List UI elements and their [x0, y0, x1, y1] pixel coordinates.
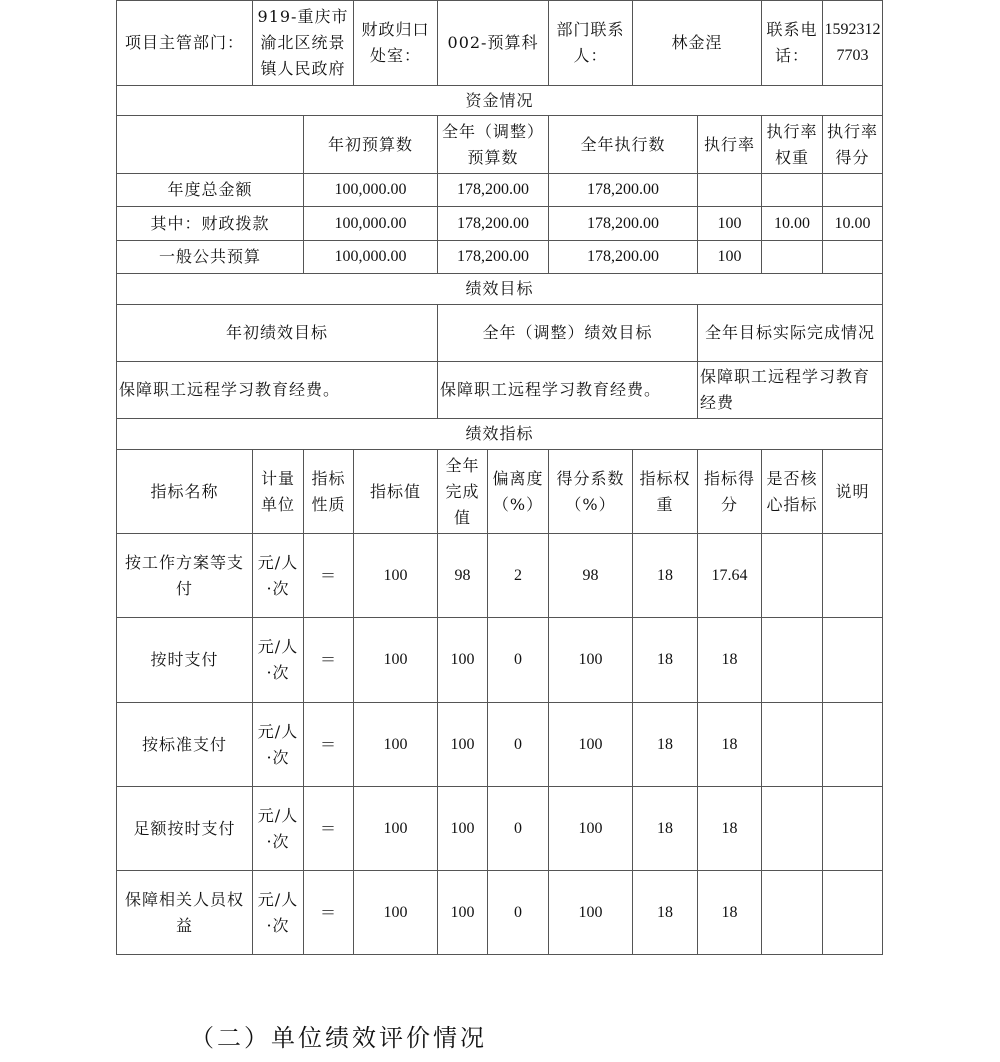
indicator-cell: 100: [353, 870, 438, 955]
funds-column-header: 全年（调整）预算数: [437, 115, 549, 174]
office-label: 财政归口处室：: [353, 0, 438, 86]
indicator-cell: 100: [548, 617, 633, 703]
indicator-cell: 100: [353, 702, 438, 787]
indicator-cell: 18: [632, 702, 698, 787]
indicator-cell: 元/人·次: [252, 870, 304, 955]
indicator-cell: 18: [632, 617, 698, 703]
funds-cell: 178,200.00: [437, 206, 549, 241]
funds-cell: 178,200.00: [437, 173, 549, 207]
dept-label: 项目主管部门：: [116, 0, 253, 86]
funds-cell: [822, 240, 883, 274]
indicator-cell: 18: [632, 786, 698, 871]
indicator-cell: 元/人·次: [252, 786, 304, 871]
indicator-cell: [822, 870, 883, 955]
indicator-cell: 100: [353, 617, 438, 703]
goals-column-header: 全年（调整）绩效目标: [437, 304, 698, 362]
indicator-cell: [761, 617, 823, 703]
funds-column-header: 执行率得分: [822, 115, 883, 174]
indicator-cell: 17.64: [697, 533, 762, 618]
funds-cell: [761, 240, 823, 274]
dept-value: 919-重庆市渝北区统景镇人民政府: [252, 0, 354, 86]
funds-cell: 100,000.00: [303, 240, 438, 274]
goal-value: 保障职工远程学习教育经费。: [437, 361, 698, 419]
funds-cell: [822, 173, 883, 207]
indicator-cell: 100: [548, 702, 633, 787]
goals-column-header: 年初绩效目标: [116, 304, 438, 362]
goal-value: 保障职工远程学习教育经费。: [116, 361, 438, 419]
indicator-column-header: 指标值: [353, 449, 438, 534]
indicator-cell: 100: [437, 786, 488, 871]
indicator-cell: ＝: [303, 702, 354, 787]
indicator-cell: ＝: [303, 533, 354, 618]
indicator-cell: 18: [697, 786, 762, 871]
funds-cell: 10.00: [822, 206, 883, 241]
contact-value: 林金涅: [632, 0, 762, 86]
indicator-cell: 100: [437, 870, 488, 955]
indicator-column-header: 说明: [822, 449, 883, 534]
indicator-cell: 100: [353, 786, 438, 871]
indicator-cell: 100: [548, 870, 633, 955]
indicator-cell: ＝: [303, 786, 354, 871]
funds-cell: 178,200.00: [437, 240, 549, 274]
funds-cell: 100,000.00: [303, 206, 438, 241]
indicator-column-header: 偏离度（%）: [487, 449, 549, 534]
indicator-cell: 18: [697, 702, 762, 787]
indicator-column-header: 是否核心指标: [761, 449, 823, 534]
indicators-section-title: 绩效指标: [116, 418, 883, 450]
indicator-name: 按时支付: [116, 617, 253, 703]
funds-column-header: 执行率: [697, 115, 762, 174]
phone-value: 15923127703: [822, 0, 883, 86]
indicator-cell: [822, 533, 883, 618]
funds-section-title: 资金情况: [116, 85, 883, 116]
funds-column-header: 年初预算数: [303, 115, 438, 174]
indicator-cell: 100: [437, 702, 488, 787]
funds-cell: 178,200.00: [548, 206, 698, 241]
funds-column-header: 执行率权重: [761, 115, 823, 174]
funds-cell: 100,000.00: [303, 173, 438, 207]
indicator-cell: 18: [697, 617, 762, 703]
indicator-cell: 0: [487, 702, 549, 787]
office-value: 002-预算科: [437, 0, 549, 86]
indicator-name: 按标准支付: [116, 702, 253, 787]
indicator-cell: 0: [487, 870, 549, 955]
funds-column-header: [116, 115, 304, 174]
indicator-cell: 18: [697, 870, 762, 955]
indicator-name: 保障相关人员权益: [116, 870, 253, 955]
indicator-cell: 元/人·次: [252, 533, 304, 618]
goals-column-header: 全年目标实际完成情况: [697, 304, 883, 362]
funds-row-label: 其中：财政拨款: [116, 206, 304, 241]
indicator-cell: 元/人·次: [252, 617, 304, 703]
indicator-column-header: 指标得分: [697, 449, 762, 534]
indicator-cell: 元/人·次: [252, 702, 304, 787]
funds-cell: [761, 173, 823, 207]
funds-cell: 100: [697, 240, 762, 274]
indicator-cell: 100: [548, 786, 633, 871]
indicator-cell: 0: [487, 786, 549, 871]
goal-value: 保障职工远程学习教育经费: [697, 361, 883, 419]
indicator-column-header: 全年完成值: [437, 449, 488, 534]
indicator-cell: [761, 786, 823, 871]
indicator-cell: [822, 702, 883, 787]
indicator-column-header: 计量单位: [252, 449, 304, 534]
indicator-cell: [761, 870, 823, 955]
indicator-cell: [761, 533, 823, 618]
indicator-cell: 100: [437, 617, 488, 703]
indicator-name: 足额按时支付: [116, 786, 253, 871]
indicator-cell: 0: [487, 617, 549, 703]
indicator-cell: [822, 617, 883, 703]
funds-cell: [697, 173, 762, 207]
goals-section-title: 绩效目标: [116, 273, 883, 305]
indicator-cell: 98: [548, 533, 633, 618]
indicator-column-header: 指标名称: [116, 449, 253, 534]
indicator-cell: [761, 702, 823, 787]
indicator-cell: ＝: [303, 870, 354, 955]
indicator-cell: 18: [632, 870, 698, 955]
contact-label: 部门联系人：: [548, 0, 633, 86]
funds-row-label: 年度总金额: [116, 173, 304, 207]
indicator-cell: ＝: [303, 617, 354, 703]
funds-cell: 178,200.00: [548, 173, 698, 207]
indicator-column-header: 得分系数（%）: [548, 449, 633, 534]
indicator-cell: 2: [487, 533, 549, 618]
funds-cell: 100: [697, 206, 762, 241]
indicator-cell: 100: [353, 533, 438, 618]
funds-cell: 10.00: [761, 206, 823, 241]
indicator-cell: 98: [437, 533, 488, 618]
indicator-cell: [822, 786, 883, 871]
funds-column-header: 全年执行数: [548, 115, 698, 174]
indicator-column-header: 指标性质: [303, 449, 354, 534]
funds-cell: 178,200.00: [548, 240, 698, 274]
indicator-cell: 18: [632, 533, 698, 618]
indicator-name: 按工作方案等支付: [116, 533, 253, 618]
section-heading: （二）单位绩效评价情况: [190, 1024, 487, 1052]
indicator-column-header: 指标权重: [632, 449, 698, 534]
phone-label: 联系电话：: [761, 0, 823, 86]
funds-row-label: 一般公共预算: [116, 240, 304, 274]
